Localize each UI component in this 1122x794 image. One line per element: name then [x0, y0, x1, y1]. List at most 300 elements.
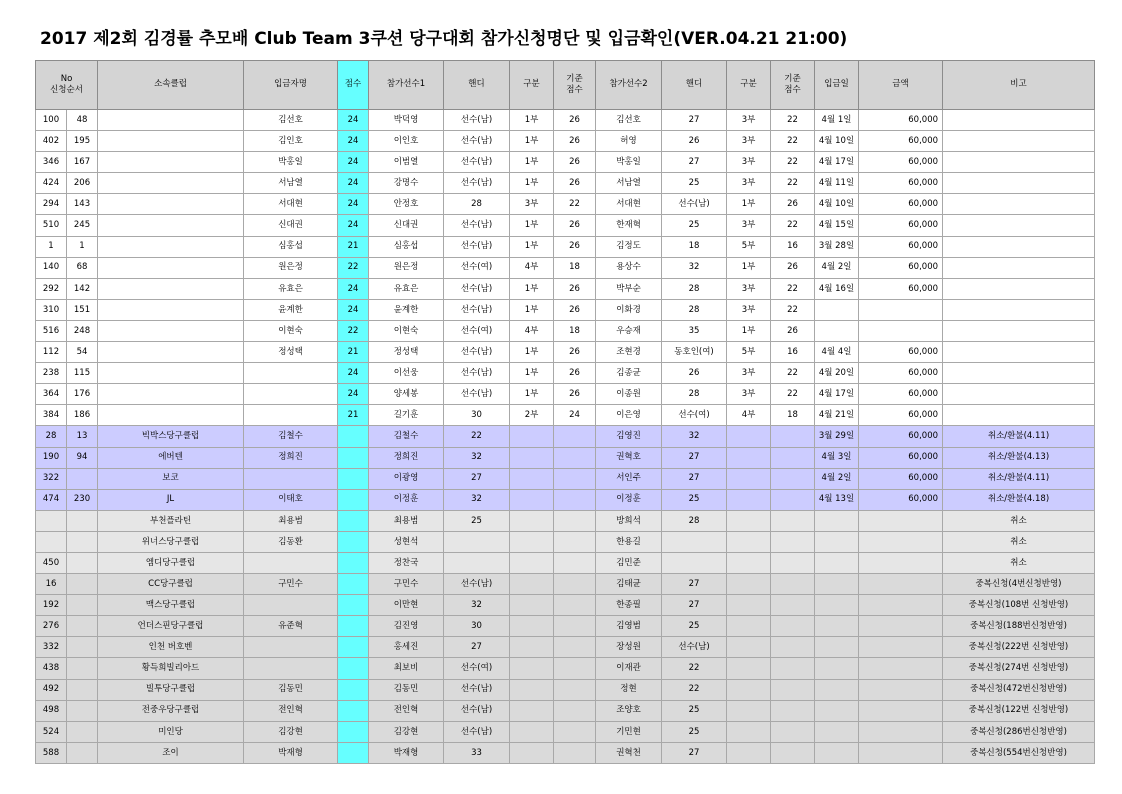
cell-base2: 22: [771, 152, 815, 173]
table-row: [36, 637, 1095, 658]
cell-base2: [771, 700, 815, 721]
cell-handi2: 32: [662, 426, 727, 447]
cell-depositor: 김인호: [244, 131, 338, 152]
cell-player2: 김민준: [596, 552, 662, 573]
cell-base2: [771, 679, 815, 700]
cell-div1: [510, 489, 554, 510]
table-row: [36, 110, 1095, 131]
cell-order: [67, 552, 98, 573]
cell-base2: 26: [771, 194, 815, 215]
cell-club: [98, 384, 244, 405]
cell-order: 94: [67, 447, 98, 468]
table-row: [36, 531, 1095, 552]
cell-depositor: 최용범: [244, 510, 338, 531]
header-base2: 기준 점수: [771, 61, 815, 110]
cell-club: 인천 버호벤: [98, 637, 244, 658]
cell-base2: [771, 721, 815, 742]
cell-player1: 신대권: [369, 215, 444, 236]
cell-div1: 1부: [510, 152, 554, 173]
header-amount: 금액: [859, 61, 943, 110]
cell-handi2: 28: [662, 299, 727, 320]
cell-date: 4월 10일: [815, 131, 859, 152]
cell-base1: [554, 447, 596, 468]
cell-div2: [727, 721, 771, 742]
cell-player2: 서남열: [596, 173, 662, 194]
cell-div1: 1부: [510, 299, 554, 320]
cell-depositor: 박재형: [244, 742, 338, 763]
cell-club: [98, 215, 244, 236]
cell-note: [943, 131, 1095, 152]
cell-div2: [727, 574, 771, 595]
cell-score: 24: [338, 384, 369, 405]
cell-handi1: [444, 552, 510, 573]
cell-score: [338, 742, 369, 763]
cell-order: [67, 679, 98, 700]
cell-base2: 26: [771, 257, 815, 278]
cell-note: 취소/환불(4.11): [943, 468, 1095, 489]
cell-score: [338, 700, 369, 721]
cell-div1: 1부: [510, 342, 554, 363]
cell-base1: [554, 510, 596, 531]
cell-date: 3월 28일: [815, 236, 859, 257]
cell-score: [338, 468, 369, 489]
cell-div1: [510, 447, 554, 468]
cell-handi2: 선수(여): [662, 405, 727, 426]
cell-base1: 22: [554, 194, 596, 215]
cell-player2: 조현경: [596, 342, 662, 363]
cell-no: 384: [36, 405, 67, 426]
cell-note: 중복신청(122번 신청반영): [943, 700, 1095, 721]
cell-handi2: 27: [662, 110, 727, 131]
cell-no: 294: [36, 194, 67, 215]
cell-note: 중복신청(188번신청반영): [943, 616, 1095, 637]
cell-date: 4월 21일: [815, 405, 859, 426]
cell-no: 100: [36, 110, 67, 131]
cell-player1: 김철수: [369, 426, 444, 447]
cell-player1: 정희진: [369, 447, 444, 468]
cell-base1: 26: [554, 173, 596, 194]
table-row: [36, 173, 1095, 194]
cell-order: 248: [67, 320, 98, 341]
cell-no: 332: [36, 637, 67, 658]
cell-order: [67, 658, 98, 679]
cell-club: 위너스당구클럽: [98, 531, 244, 552]
cell-player1: 이정훈: [369, 489, 444, 510]
cell-handi2: 25: [662, 215, 727, 236]
cell-date: [815, 531, 859, 552]
cell-handi1: 32: [444, 595, 510, 616]
cell-date: 4월 20일: [815, 363, 859, 384]
cell-base2: 22: [771, 384, 815, 405]
cell-div1: [510, 742, 554, 763]
cell-depositor: [244, 384, 338, 405]
cell-depositor: 구민수: [244, 574, 338, 595]
cell-club: 언더스핀당구클럽: [98, 616, 244, 637]
cell-note: [943, 173, 1095, 194]
cell-player1: 최용범: [369, 510, 444, 531]
cell-order: [67, 742, 98, 763]
cell-player2: 권혁천: [596, 742, 662, 763]
cell-order: [67, 510, 98, 531]
cell-note: [943, 194, 1095, 215]
cell-no: 438: [36, 658, 67, 679]
cell-player1: 구민수: [369, 574, 444, 595]
cell-no: 192: [36, 595, 67, 616]
cell-note: [943, 278, 1095, 299]
cell-handi1: 선수(남): [444, 152, 510, 173]
cell-note: 취소/환불(4.11): [943, 426, 1095, 447]
cell-amount: 60,000: [859, 194, 943, 215]
cell-div1: [510, 700, 554, 721]
cell-base2: 22: [771, 110, 815, 131]
cell-amount: [859, 552, 943, 573]
cell-div2: 5부: [727, 236, 771, 257]
cell-handi1: 27: [444, 468, 510, 489]
cell-club: CC당구클럽: [98, 574, 244, 595]
cell-player1: 최보비: [369, 658, 444, 679]
cell-date: [815, 679, 859, 700]
cell-club: [98, 278, 244, 299]
cell-handi2: 25: [662, 700, 727, 721]
cell-div2: 3부: [727, 173, 771, 194]
cell-no: 474: [36, 489, 67, 510]
cell-base1: [554, 616, 596, 637]
cell-club: [98, 363, 244, 384]
cell-handi2: 28: [662, 384, 727, 405]
cell-depositor: 전인혁: [244, 700, 338, 721]
header-base1: 기준 점수: [554, 61, 596, 110]
cell-score: [338, 574, 369, 595]
cell-club: [98, 236, 244, 257]
cell-order: [67, 468, 98, 489]
cell-note: 중복신청(286번신청반영): [943, 721, 1095, 742]
cell-div2: [727, 679, 771, 700]
cell-base2: 22: [771, 173, 815, 194]
cell-date: 4월 17일: [815, 384, 859, 405]
cell-player1: 김동민: [369, 679, 444, 700]
cell-player2: 서대현: [596, 194, 662, 215]
cell-note: [943, 342, 1095, 363]
cell-club: 전중우당구클럽: [98, 700, 244, 721]
cell-player2: 조양호: [596, 700, 662, 721]
cell-base2: [771, 595, 815, 616]
cell-handi2: 27: [662, 468, 727, 489]
cell-no: 1: [36, 236, 67, 257]
cell-order: 186: [67, 405, 98, 426]
cell-div1: 1부: [510, 173, 554, 194]
cell-player1: 유효은: [369, 278, 444, 299]
cell-no: 588: [36, 742, 67, 763]
cell-club: [98, 405, 244, 426]
cell-base1: [554, 637, 596, 658]
cell-score: [338, 489, 369, 510]
cell-base2: [771, 552, 815, 573]
cell-order: [67, 721, 98, 742]
cell-date: 4월 2일: [815, 257, 859, 278]
cell-date: 4월 15일: [815, 215, 859, 236]
cell-div2: [727, 595, 771, 616]
cell-amount: [859, 574, 943, 595]
cell-date: 4월 3일: [815, 447, 859, 468]
cell-base1: [554, 574, 596, 595]
cell-handi1: [444, 531, 510, 552]
cell-club: [98, 152, 244, 173]
cell-base1: 26: [554, 236, 596, 257]
header-note: 비고: [943, 61, 1095, 110]
cell-base2: [771, 637, 815, 658]
cell-handi1: 선수(남): [444, 384, 510, 405]
cell-no: 190: [36, 447, 67, 468]
cell-amount: [859, 700, 943, 721]
cell-amount: [859, 510, 943, 531]
cell-base2: 26: [771, 320, 815, 341]
cell-club: 빅박스당구클럽: [98, 426, 244, 447]
cell-date: 4월 13일: [815, 489, 859, 510]
cell-div1: 1부: [510, 215, 554, 236]
cell-date: 3월 29일: [815, 426, 859, 447]
cell-amount: 60,000: [859, 257, 943, 278]
cell-amount: 60,000: [859, 152, 943, 173]
cell-base2: 16: [771, 342, 815, 363]
cell-date: 4월 11일: [815, 173, 859, 194]
cell-handi2: 35: [662, 320, 727, 341]
cell-club: 황득희빌리아드: [98, 658, 244, 679]
cell-player1: 정성택: [369, 342, 444, 363]
cell-div2: [727, 616, 771, 637]
cell-base2: 16: [771, 236, 815, 257]
cell-amount: 60,000: [859, 173, 943, 194]
cell-no: 292: [36, 278, 67, 299]
cell-handi1: 선수(여): [444, 320, 510, 341]
cell-date: [815, 595, 859, 616]
cell-note: 취소/환불(4.18): [943, 489, 1095, 510]
cell-score: 24: [338, 110, 369, 131]
cell-div2: 1부: [727, 194, 771, 215]
cell-div2: 1부: [727, 320, 771, 341]
cell-div1: [510, 510, 554, 531]
cell-date: [815, 616, 859, 637]
table-row: [36, 510, 1095, 531]
cell-player1: 정찬국: [369, 552, 444, 573]
cell-club: [98, 194, 244, 215]
table-row: [36, 152, 1095, 173]
cell-div1: [510, 552, 554, 573]
cell-div1: 1부: [510, 110, 554, 131]
cell-player1: 이범열: [369, 152, 444, 173]
cell-score: 21: [338, 342, 369, 363]
registration-table: [35, 60, 1095, 764]
cell-score: [338, 552, 369, 573]
cell-note: [943, 110, 1095, 131]
cell-no: 276: [36, 616, 67, 637]
cell-player2: 용상수: [596, 257, 662, 278]
cell-club: 조이: [98, 742, 244, 763]
cell-no: 140: [36, 257, 67, 278]
cell-score: 24: [338, 299, 369, 320]
cell-depositor: [244, 405, 338, 426]
cell-score: [338, 721, 369, 742]
cell-note: [943, 384, 1095, 405]
cell-club: 부천플라틴: [98, 510, 244, 531]
cell-date: [815, 721, 859, 742]
cell-handi1: 30: [444, 616, 510, 637]
table-row: [36, 405, 1095, 426]
cell-score: [338, 637, 369, 658]
cell-handi2: 27: [662, 152, 727, 173]
cell-order: [67, 574, 98, 595]
cell-note: 중복신청(4번신청반영): [943, 574, 1095, 595]
cell-div2: [727, 489, 771, 510]
cell-base1: 26: [554, 363, 596, 384]
cell-depositor: [244, 363, 338, 384]
cell-player1: 전인혁: [369, 700, 444, 721]
cell-div1: [510, 574, 554, 595]
cell-base2: 22: [771, 131, 815, 152]
cell-handi2: 25: [662, 173, 727, 194]
cell-handi1: 선수(여): [444, 257, 510, 278]
cell-date: [815, 552, 859, 573]
cell-player2: 장성원: [596, 637, 662, 658]
cell-order: [67, 637, 98, 658]
cell-div2: [727, 658, 771, 679]
cell-score: 24: [338, 131, 369, 152]
cell-score: 24: [338, 215, 369, 236]
cell-order: 48: [67, 110, 98, 131]
cell-handi1: 선수(남): [444, 299, 510, 320]
cell-handi2: 27: [662, 574, 727, 595]
cell-handi2: [662, 531, 727, 552]
cell-amount: [859, 299, 943, 320]
cell-amount: [859, 595, 943, 616]
cell-depositor: [244, 637, 338, 658]
cell-base1: 18: [554, 320, 596, 341]
cell-base2: 18: [771, 405, 815, 426]
cell-player1: 이인호: [369, 131, 444, 152]
cell-depositor: 김동환: [244, 531, 338, 552]
cell-base1: 26: [554, 131, 596, 152]
cell-div2: [727, 426, 771, 447]
cell-depositor: 신대권: [244, 215, 338, 236]
cell-handi1: 선수(남): [444, 215, 510, 236]
cell-player2: 허영: [596, 131, 662, 152]
cell-base1: [554, 700, 596, 721]
cell-depositor: 서남열: [244, 173, 338, 194]
cell-depositor: 유효은: [244, 278, 338, 299]
cell-depositor: 서대현: [244, 194, 338, 215]
cell-base2: [771, 616, 815, 637]
table-row: [36, 384, 1095, 405]
cell-amount: 60,000: [859, 278, 943, 299]
cell-player2: 이화경: [596, 299, 662, 320]
cell-no: 346: [36, 152, 67, 173]
cell-div2: [727, 552, 771, 573]
cell-player1: 원은정: [369, 257, 444, 278]
cell-base1: [554, 552, 596, 573]
cell-div1: [510, 679, 554, 700]
cell-base1: 26: [554, 215, 596, 236]
cell-no: 492: [36, 679, 67, 700]
header-handi1: 핸디: [444, 61, 510, 110]
cell-base2: [771, 426, 815, 447]
header-player2: 참가선수2: [596, 61, 662, 110]
cell-depositor: 심홍섭: [244, 236, 338, 257]
table-row: [36, 721, 1095, 742]
cell-player1: 성현석: [369, 531, 444, 552]
cell-order: 245: [67, 215, 98, 236]
cell-div1: [510, 721, 554, 742]
cell-order: [67, 531, 98, 552]
cell-base2: [771, 574, 815, 595]
cell-order: 13: [67, 426, 98, 447]
cell-amount: 60,000: [859, 384, 943, 405]
table-row: [36, 742, 1095, 763]
cell-order: 1: [67, 236, 98, 257]
cell-no: 112: [36, 342, 67, 363]
cell-no: 364: [36, 384, 67, 405]
table-row: [36, 574, 1095, 595]
cell-no: 402: [36, 131, 67, 152]
cell-handi2: 동호인(여): [662, 342, 727, 363]
cell-order: 176: [67, 384, 98, 405]
cell-div2: 5부: [727, 342, 771, 363]
cell-date: [815, 299, 859, 320]
cell-date: 4월 16일: [815, 278, 859, 299]
cell-amount: [859, 658, 943, 679]
cell-no: 498: [36, 700, 67, 721]
header-row: [36, 61, 1095, 110]
cell-player2: 박부순: [596, 278, 662, 299]
table-row: [36, 447, 1095, 468]
cell-player2: 김종균: [596, 363, 662, 384]
table-row: [36, 236, 1095, 257]
cell-handi1: 30: [444, 405, 510, 426]
cell-div1: 1부: [510, 278, 554, 299]
table-row: [36, 342, 1095, 363]
cell-no: 516: [36, 320, 67, 341]
cell-div1: 2부: [510, 405, 554, 426]
cell-base1: [554, 742, 596, 763]
cell-handi2: 18: [662, 236, 727, 257]
cell-note: 취소: [943, 552, 1095, 573]
cell-note: 취소: [943, 531, 1095, 552]
cell-score: [338, 616, 369, 637]
cell-base1: [554, 426, 596, 447]
cell-date: 4월 17일: [815, 152, 859, 173]
cell-player1: 박덕영: [369, 110, 444, 131]
cell-player2: 서인주: [596, 468, 662, 489]
cell-handi1: 32: [444, 489, 510, 510]
cell-date: [815, 510, 859, 531]
cell-club: 맥스당구클럽: [98, 595, 244, 616]
table-row: [36, 194, 1095, 215]
cell-handi1: 선수(남): [444, 700, 510, 721]
cell-score: [338, 595, 369, 616]
cell-amount: 60,000: [859, 215, 943, 236]
cell-note: 중복신청(472번신청반영): [943, 679, 1095, 700]
cell-score: [338, 658, 369, 679]
cell-order: 142: [67, 278, 98, 299]
cell-div1: 4부: [510, 257, 554, 278]
cell-handi2: 25: [662, 489, 727, 510]
cell-club: [98, 342, 244, 363]
cell-div2: 3부: [727, 363, 771, 384]
cell-order: [67, 700, 98, 721]
cell-handi2: 27: [662, 595, 727, 616]
cell-handi2: 28: [662, 510, 727, 531]
cell-score: 21: [338, 236, 369, 257]
cell-depositor: 원은정: [244, 257, 338, 278]
cell-handi1: 25: [444, 510, 510, 531]
